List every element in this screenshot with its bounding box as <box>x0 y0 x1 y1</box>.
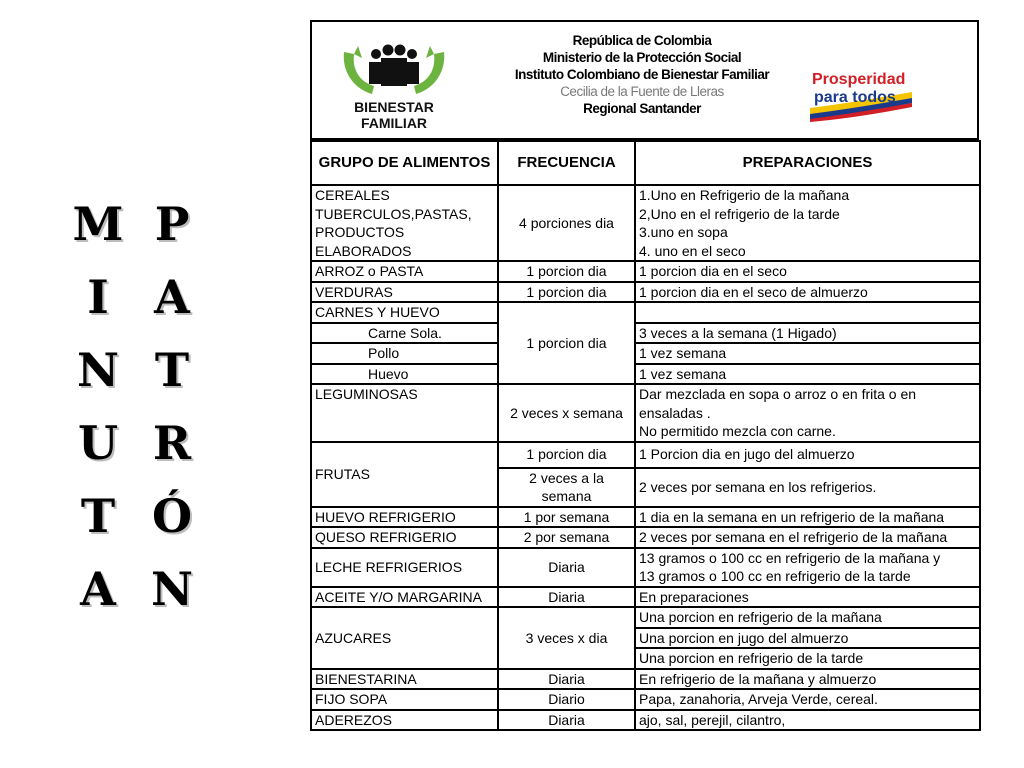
table-row <box>311 669 980 690</box>
table-row <box>311 548 980 587</box>
table-row <box>311 185 980 261</box>
grupo-cell: CEREALES TUBERCULOS,PASTAS, PRODUCTOS ELABORADOS <box>311 185 498 261</box>
frecuencia-cell: 1 porcion dia <box>498 261 635 282</box>
preparacion-cell: 1 porcion dia en el seco <box>635 261 980 282</box>
table-row <box>311 607 980 628</box>
frecuencia-cell: Diaria <box>498 710 635 731</box>
prosperidad-para-todos-logo <box>806 62 916 122</box>
frecuencia-cell: 3 veces x dia <box>498 607 635 669</box>
grupo-cell: VERDURAS <box>311 282 498 303</box>
preparacion-cell: Una porcion en jugo del almuerzo <box>635 628 980 649</box>
preparacion-cell: Dar mezclada en sopa o arroz o en frita o en ensaladas . No permitido mezcla con carne. <box>635 384 980 442</box>
frecuencia-cell: 2 veces a la semana <box>498 468 635 507</box>
table-row <box>311 302 980 323</box>
frecuencia-cell: 2 veces x semana <box>498 384 635 442</box>
grupo-cell: ACEITE Y/O MARGARINA <box>311 587 498 608</box>
side-letter: N <box>76 343 120 397</box>
frecuencia-cell: 1 porcion dia <box>498 442 635 468</box>
logo-text-bienestar: BIENESTAR <box>354 99 434 115</box>
grupo-cell: LEGUMINOSAS <box>311 384 498 442</box>
preparacion-cell: 1.Uno en Refrigerio de la mañana 2,Uno en el refrigerio de la tarde 3.uno en sopa 4. uno en el seco <box>635 185 980 261</box>
preparacion-cell: 3 veces a la semana (1 Higado) <box>635 323 980 344</box>
logo-text-prosperidad: Prosperidad <box>812 71 906 88</box>
grupo-cell: BIENESTARINA <box>311 669 498 690</box>
bienestar-familiar-logo <box>334 40 454 135</box>
grupo-cell: FRUTAS <box>311 442 498 507</box>
header-line: Ministerio de la Protección Social <box>542 50 742 65</box>
frecuencia-cell: Diario <box>498 689 635 710</box>
side-letter: T <box>80 489 116 543</box>
side-letter: P <box>154 197 190 251</box>
table-row <box>311 689 980 710</box>
preparacion-cell: Papa, zanahoria, Arveja Verde, cereal. <box>635 689 980 710</box>
header-line: Instituto Colombiano de Bienestar Familiar <box>514 67 770 82</box>
table-row <box>311 587 980 608</box>
preparacion-cell: 1 dia en la semana en un refrigerio de la mañana <box>635 507 980 528</box>
preparacion-cell: En refrigerio de la mañana y almuerzo <box>635 669 980 690</box>
grupo-cell: ADEREZOS <box>311 710 498 731</box>
grupo-cell: HUEVO REFRIGERIO <box>311 507 498 528</box>
table-row <box>311 323 980 344</box>
preparacion-cell: 1 Porcion dia en jugo del almuerzo <box>635 442 980 468</box>
logo-text-familiar: FAMILIAR <box>360 115 428 131</box>
side-letter: I <box>87 270 109 324</box>
table-row <box>311 364 980 385</box>
side-letter: U <box>77 416 119 470</box>
side-title-patron <box>152 188 192 626</box>
side-letter: R <box>152 416 192 470</box>
frecuencia-cell: 1 porcion dia <box>498 282 635 303</box>
side-letter: T <box>154 343 190 397</box>
table-row <box>311 282 980 303</box>
table-row <box>311 384 980 442</box>
logo-text-para-todos: para todos <box>814 89 896 106</box>
preparacion-cell: 1 vez semana <box>635 343 980 364</box>
grupo-subcell: Huevo <box>311 364 498 385</box>
frecuencia-cell: Diaria <box>498 548 635 587</box>
side-letter: A <box>154 270 190 324</box>
table-row <box>311 343 980 364</box>
table-row <box>311 507 980 528</box>
header-line: Cecilia de la Fuente de Lleras <box>560 84 724 99</box>
header-preparaciones: PREPARACIONES <box>635 141 980 185</box>
table-header-row <box>311 141 980 185</box>
grupo-subcell: Pollo <box>311 343 498 364</box>
preparacion-cell: Una porcion en refrigerio de la tarde <box>635 648 980 669</box>
side-letter: A <box>80 562 116 616</box>
table-row <box>311 442 980 468</box>
table-row <box>311 261 980 282</box>
preparacion-cell: 1 porcion dia en el seco de almuerzo <box>635 282 980 303</box>
side-letter: M <box>72 197 124 251</box>
preparacion-cell: 2 veces por semana en el refrigerio de la mañana <box>635 527 980 548</box>
grupo-cell: ARROZ o PASTA <box>311 261 498 282</box>
preparacion-cell: 2 veces por semana en los refrigerios. <box>635 468 980 507</box>
document-header <box>310 20 979 140</box>
minuta-table <box>310 140 981 731</box>
header-line: República de Colombia <box>572 33 712 48</box>
preparacion-cell: En preparaciones <box>635 587 980 608</box>
preparacion-cell: Una porcion en refrigerio de la mañana <box>635 607 980 628</box>
frecuencia-cell: 1 por semana <box>498 507 635 528</box>
preparacion-cell: ajo, sal, perejil, cilantro, <box>635 710 980 731</box>
table-row <box>311 527 980 548</box>
header-line: Regional Santander <box>583 101 701 116</box>
frecuencia-cell: 1 porcion dia <box>498 302 635 384</box>
header-frecuencia: FRECUENCIA <box>498 141 635 185</box>
side-letter: N <box>150 562 194 616</box>
frecuencia-cell: Diaria <box>498 587 635 608</box>
grupo-cell: FIJO SOPA <box>311 689 498 710</box>
preparacion-cell: 1 vez semana <box>635 364 980 385</box>
header-institution-lines <box>472 32 812 117</box>
frecuencia-cell: 4 porciones dia <box>498 185 635 261</box>
grupo-subcell: Carne Sola. <box>311 323 498 344</box>
grupo-cell: QUESO REFRIGERIO <box>311 527 498 548</box>
grupo-cell: CARNES Y HUEVO <box>311 302 498 323</box>
preparacion-cell <box>635 302 980 323</box>
frecuencia-cell: Diaria <box>498 669 635 690</box>
frecuencia-cell: 2 por semana <box>498 527 635 548</box>
header-grupo: GRUPO DE ALIMENTOS <box>311 141 498 185</box>
table-row <box>311 710 980 731</box>
side-title-minuta <box>72 188 124 626</box>
preparacion-cell: 13 gramos o 100 cc en refrigerio de la mañana y 13 gramos o 100 cc en refrigerio de la tarde <box>635 548 980 587</box>
side-letter: Ó <box>151 489 193 543</box>
grupo-cell: AZUCARES <box>311 607 498 669</box>
grupo-cell: LECHE REFRIGERIOS <box>311 548 498 587</box>
